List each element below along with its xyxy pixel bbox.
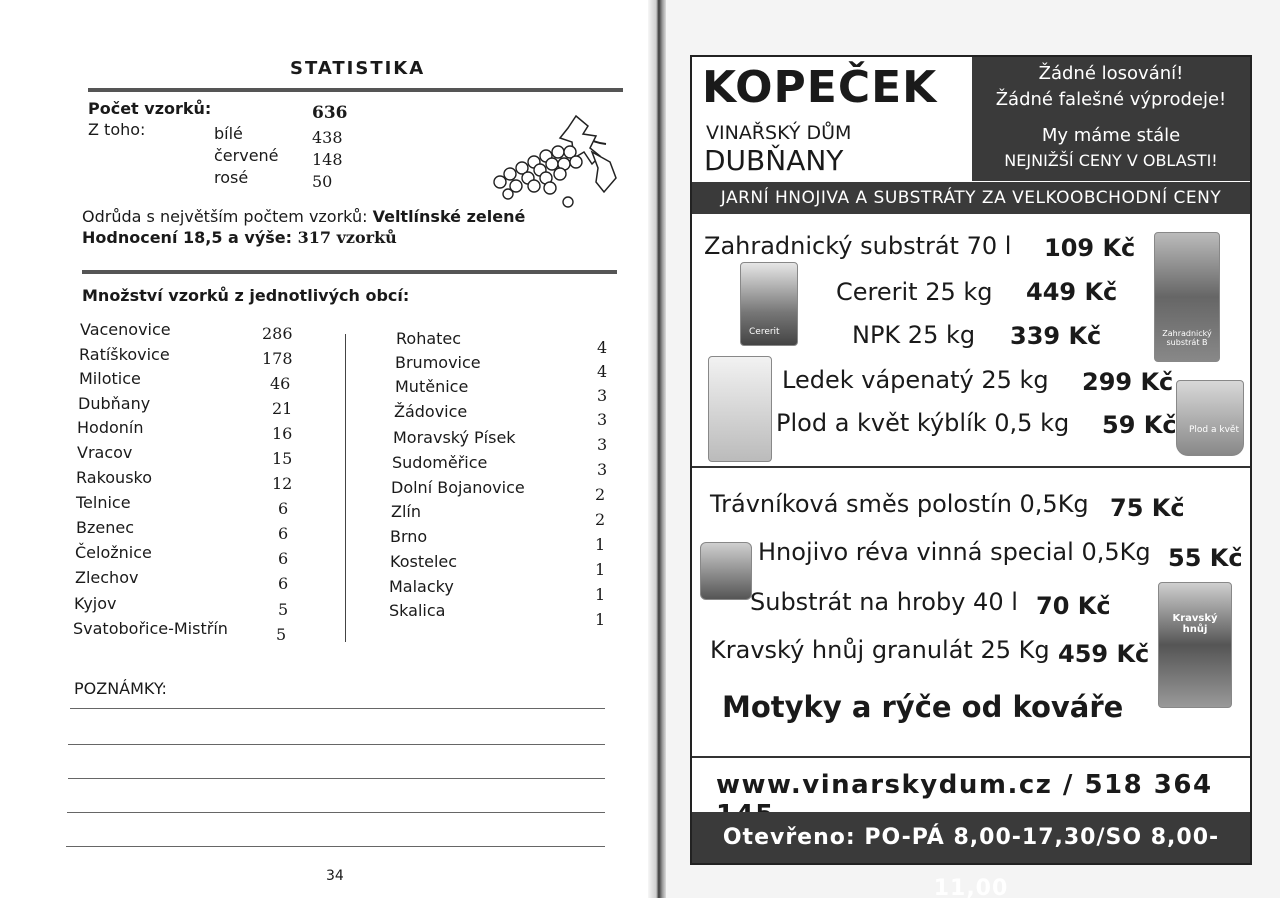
variety-row: [82, 207, 525, 226]
municipality-count: 3: [597, 435, 608, 454]
pkg-label: Plod a květ: [1189, 425, 1239, 435]
type-value: 438: [312, 128, 343, 147]
title-rule: [88, 88, 623, 92]
logo: KOPEČEK: [702, 62, 938, 113]
municipality-name: Zlechov: [75, 568, 139, 587]
note-line: [70, 708, 605, 709]
product-name: Cererit 25 kg: [836, 278, 993, 306]
sample-count-value: 636: [312, 103, 348, 123]
municipality-count: 6: [278, 574, 289, 593]
type-name: červené: [214, 146, 279, 165]
municipality-count: 5: [278, 600, 289, 619]
municipality-count: 15: [272, 449, 293, 468]
municipality-count: 3: [597, 386, 608, 405]
product-price: 109 Kč: [1044, 234, 1136, 262]
slogan-line: NEJNIŽŠÍ CENY V OBLASTI!: [1004, 151, 1218, 170]
product-name: Zahradnický substrát 70 l: [704, 232, 1012, 260]
product-name: Plod a květ kýblík 0,5 kg: [776, 409, 1070, 437]
note-line: [68, 744, 605, 745]
municipality-count: 178: [262, 349, 293, 368]
municipality-count: 1: [595, 585, 606, 604]
slogan-box: [972, 57, 1250, 181]
municipality-name: Kyjov: [74, 594, 117, 613]
municipality-count: 5: [276, 625, 287, 644]
municipalities-heading: Množství vzorků z jednotlivých obcí:: [82, 286, 410, 305]
rating-row: [82, 228, 397, 247]
municipality-name: Žádovice: [394, 402, 468, 421]
municipality-name: Hodonín: [77, 418, 144, 437]
product-price: 55 Kč: [1168, 544, 1243, 572]
page-number: 34: [326, 868, 344, 884]
manure-bag-icon: [1158, 582, 1232, 708]
municipality-name: Svatobořice-Mistřín: [73, 619, 228, 638]
municipality-name: Brumovice: [395, 353, 481, 372]
municipality-count: 21: [272, 399, 293, 418]
variety-value: Veltlínské zelené: [372, 207, 526, 226]
logo-subtitle: VINAŘSKÝ DŮM: [706, 122, 852, 144]
municipality-count: 3: [597, 460, 608, 479]
page-title: STATISTIKA: [290, 58, 426, 79]
bucket-icon: [1176, 380, 1244, 456]
cererit-bag-icon: [740, 262, 798, 346]
municipality-count: 4: [597, 338, 608, 357]
product-price: 70 Kč: [1036, 592, 1111, 620]
municipality-count: 4: [597, 362, 608, 381]
municipality-count: 1: [595, 560, 606, 579]
product-price: 449 Kč: [1026, 278, 1118, 306]
municipality-name: Vacenovice: [80, 320, 171, 339]
municipality-count: 12: [272, 474, 293, 493]
municipality-count: 46: [270, 374, 291, 393]
product-name: Hnojivo réva vinná special 0,5Kg: [758, 538, 1151, 566]
book-gutter: [648, 0, 666, 898]
section-rule: [82, 270, 617, 274]
rating-label: Hodnocení 18,5 a výše:: [82, 228, 293, 247]
opening-hours: Otevřeno: PO-PÁ 8,00-17,30/SO 8,00-11,00: [692, 812, 1250, 863]
type-name: rosé: [214, 168, 249, 187]
municipality-name: Sudoměřice: [392, 453, 488, 472]
of-which-label: Z toho:: [88, 120, 146, 139]
section-divider: [692, 466, 1250, 468]
note-line: [67, 812, 605, 813]
municipality-name: Kostelec: [390, 552, 458, 571]
product-name: Trávníková směs polostín 0,5Kg: [710, 490, 1089, 518]
municipality-count: 286: [262, 324, 293, 343]
municipality-count: 16: [272, 424, 293, 443]
notes-label: POZNÁMKY:: [74, 679, 167, 698]
type-name: bílé: [214, 124, 243, 143]
municipality-name: Moravský Písek: [393, 428, 516, 447]
municipality-name: Zlín: [391, 502, 421, 521]
note-line: [66, 846, 605, 847]
municipality-name: Malacky: [389, 577, 454, 596]
municipality-count: 2: [595, 485, 606, 504]
slogan-line: Žádné falešné výprodeje!: [995, 89, 1227, 110]
municipality-count: 6: [278, 499, 289, 518]
slogan-line: My máme stále: [1041, 125, 1181, 146]
municipality-name: Bzenec: [76, 518, 134, 537]
pkg-label: Kravský hnůj: [1172, 613, 1218, 635]
logo-town: DUBŇANY: [704, 144, 844, 177]
product-price: 299 Kč: [1082, 368, 1174, 396]
rating-value: 317 vzorků: [297, 228, 397, 247]
municipality-count: 2: [595, 510, 606, 529]
municipality-count: 6: [278, 549, 289, 568]
municipality-count: 3: [597, 410, 608, 429]
type-value: 50: [312, 172, 333, 191]
municipality-name: Telnice: [76, 493, 131, 512]
municipality-name: Mutěnice: [395, 377, 469, 396]
municipality-name: Dolní Bojanovice: [391, 478, 525, 497]
type-value: 148: [312, 150, 343, 169]
municipality-name: Ratíškovice: [79, 345, 170, 364]
product-price: 339 Kč: [1010, 322, 1102, 350]
note-line: [68, 778, 605, 779]
municipality-name: Skalica: [389, 601, 446, 620]
product-name: Substrát na hroby 40 l: [750, 588, 1018, 616]
municipality-name: Milotice: [79, 369, 141, 388]
municipality-name: Vracov: [77, 443, 133, 462]
municipality-name: Brno: [390, 527, 428, 546]
pkg-label: Cererit: [749, 327, 780, 337]
municipality-name: Rakousko: [76, 468, 153, 487]
section-divider: [692, 756, 1250, 758]
grapes-icon: [488, 112, 623, 212]
product-name: NPK 25 kg: [852, 321, 976, 349]
pkg-label: Zahradnický substrát B: [1162, 329, 1212, 347]
substrate-bag-icon: [1154, 232, 1220, 362]
product-name: Kravský hnůj granulát 25 Kg: [710, 636, 1050, 664]
column-divider: [345, 334, 346, 642]
municipality-name: Čeložnice: [75, 543, 152, 562]
tools-headline: Motyky a rýče od kováře: [722, 690, 1124, 724]
product-name: Ledek vápenatý 25 kg: [782, 366, 1049, 394]
sample-count-label: Počet vzorků:: [88, 99, 212, 118]
product-price: 59 Kč: [1102, 411, 1177, 439]
municipality-count: 6: [278, 524, 289, 543]
municipality-name: Dubňany: [78, 394, 151, 413]
jar-icon: [700, 542, 752, 600]
slogan-line: Žádné losování!: [1038, 63, 1184, 84]
municipality-count: 1: [595, 535, 606, 554]
product-price: 459 Kč: [1058, 640, 1150, 668]
product-price: 75 Kč: [1110, 494, 1185, 522]
banner: JARNÍ HNOJIVA A SUBSTRÁTY ZA VELKOOBCHODNÍ CENY: [692, 182, 1250, 214]
ledek-bag-icon: [708, 356, 772, 462]
municipality-count: 1: [595, 610, 606, 629]
variety-label: Odrůda s největším počtem vzorků:: [82, 207, 368, 226]
website-phone[interactable]: www.vinarskydum.cz / 518 364: [716, 770, 1213, 800]
municipality-name: Rohatec: [396, 329, 462, 348]
